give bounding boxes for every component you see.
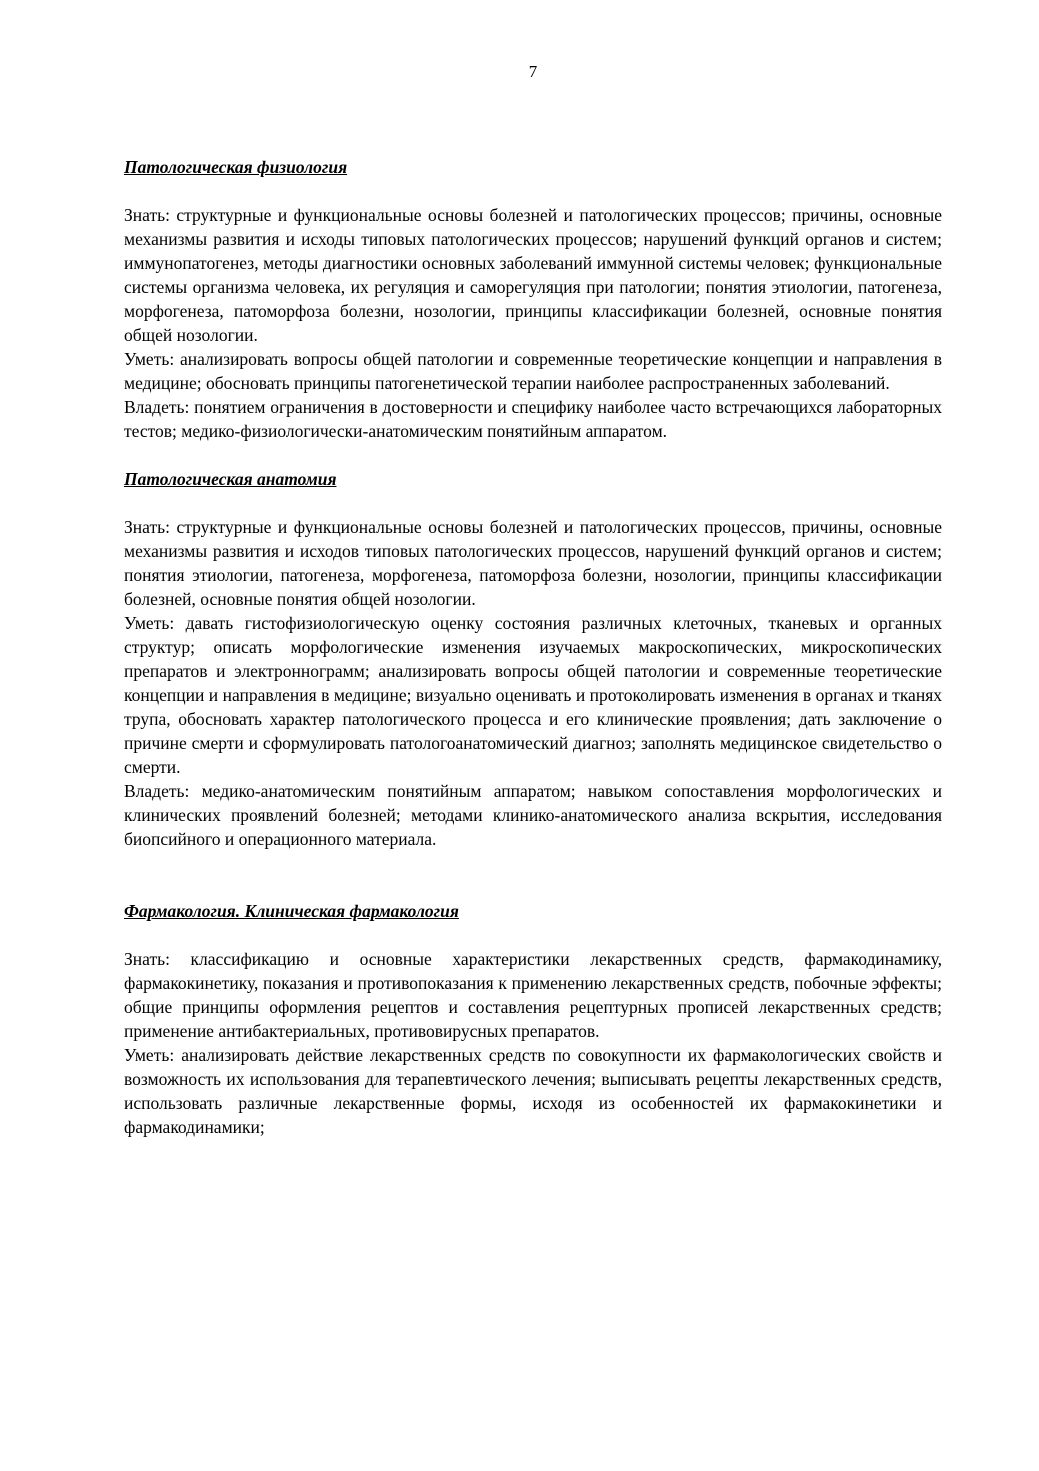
paragraph-know: Знать: классификацию и основные характеристики лекарственных средств, фармакодинамику, фармакокинетику, показания и противопоказания к применению лекарственных средств, побочные эффекты; общие принципы оформления рецептов и составления рецептурных прописей лекарственных средств; применение антибактериальных, противовирусных препаратов. bbox=[124, 949, 942, 1041]
section-title: Патологическая физиология bbox=[124, 157, 348, 177]
section-title: Патологическая анатомия bbox=[124, 469, 337, 489]
page-content bbox=[124, 155, 942, 1139]
section-pharmacology bbox=[124, 899, 942, 1139]
page-number: 7 bbox=[528, 62, 538, 81]
paragraph-master: Владеть: медико-анатомическим понятийным аппаратом; навыком сопоставления морфологических и клинических проявлений болезней; методами клинико-анатомического анализа вскрытия, исследования биопсийного и операционного материала. bbox=[124, 781, 942, 849]
paragraph-able: Уметь: давать гистофизиологическую оценку состояния различных клеточных, тканевых и органных структур; описать морфологические изменения изучаемых макроскопических, микроскопических препаратов и электроннограмм; анализировать вопросы общей патологии и современные теоретические концепции и направления в медицине; визуально оценивать и протоколировать изменения в органах и тканях трупа, обосновать характер патологического процесса и его клинические проявления; дать заключение о причине смерти и сформулировать патологоанатомический диагноз; заполнять медицинское свидетельство о смерти. bbox=[124, 613, 942, 777]
section-pathological-physiology bbox=[124, 155, 942, 443]
paragraph-able: Уметь: анализировать вопросы общей патологии и современные теоретические концепции и направления в медицине; обосновать принципы патогенетической терапии наиболее распространенных заболеваний. bbox=[124, 349, 942, 393]
section-pathological-anatomy bbox=[124, 467, 942, 851]
paragraph-know: Знать: структурные и функциональные основы болезней и патологических процессов; причины, основные механизмы развития и исходы типовых патологических процессов; нарушений функций органов и систем; иммунопатогенез, методы диагностики основных заболеваний иммунной системы человек; функциональные системы организма человека, их регуляция и саморегуляция при патологии; понятия этиологии, патогенеза, морфогенеза, патоморфоза болезни, нозологии, принципы классификации болезней, основные понятия общей нозологии. bbox=[124, 205, 942, 345]
section-title: Фармакология. Клиническая фармакология bbox=[124, 901, 459, 921]
paragraph-master: Владеть: понятием ограничения в достоверности и специфику наиболее часто встречающихся лабораторных тестов; медико-физиологически-анатомическим понятийным аппаратом. bbox=[124, 397, 942, 441]
paragraph-able: Уметь: анализировать действие лекарственных средств по совокупности их фармакологических свойств и возможность их использования для терапевтического лечения; выписывать рецепты лекарственных средств, использовать различные лекарственные формы, исходя из особенностей их фармакокинетики и фармакодинамики; bbox=[124, 1045, 942, 1137]
paragraph-know: Знать: структурные и функциональные основы болезней и патологических процессов, причины, основные механизмы развития и исходов типовых патологических процессов, нарушений функций органов и систем; понятия этиологии, патогенеза, морфогенеза, патоморфоза болезни, нозологии, принципы классификации болезней, основные понятия общей нозологии. bbox=[124, 517, 942, 609]
